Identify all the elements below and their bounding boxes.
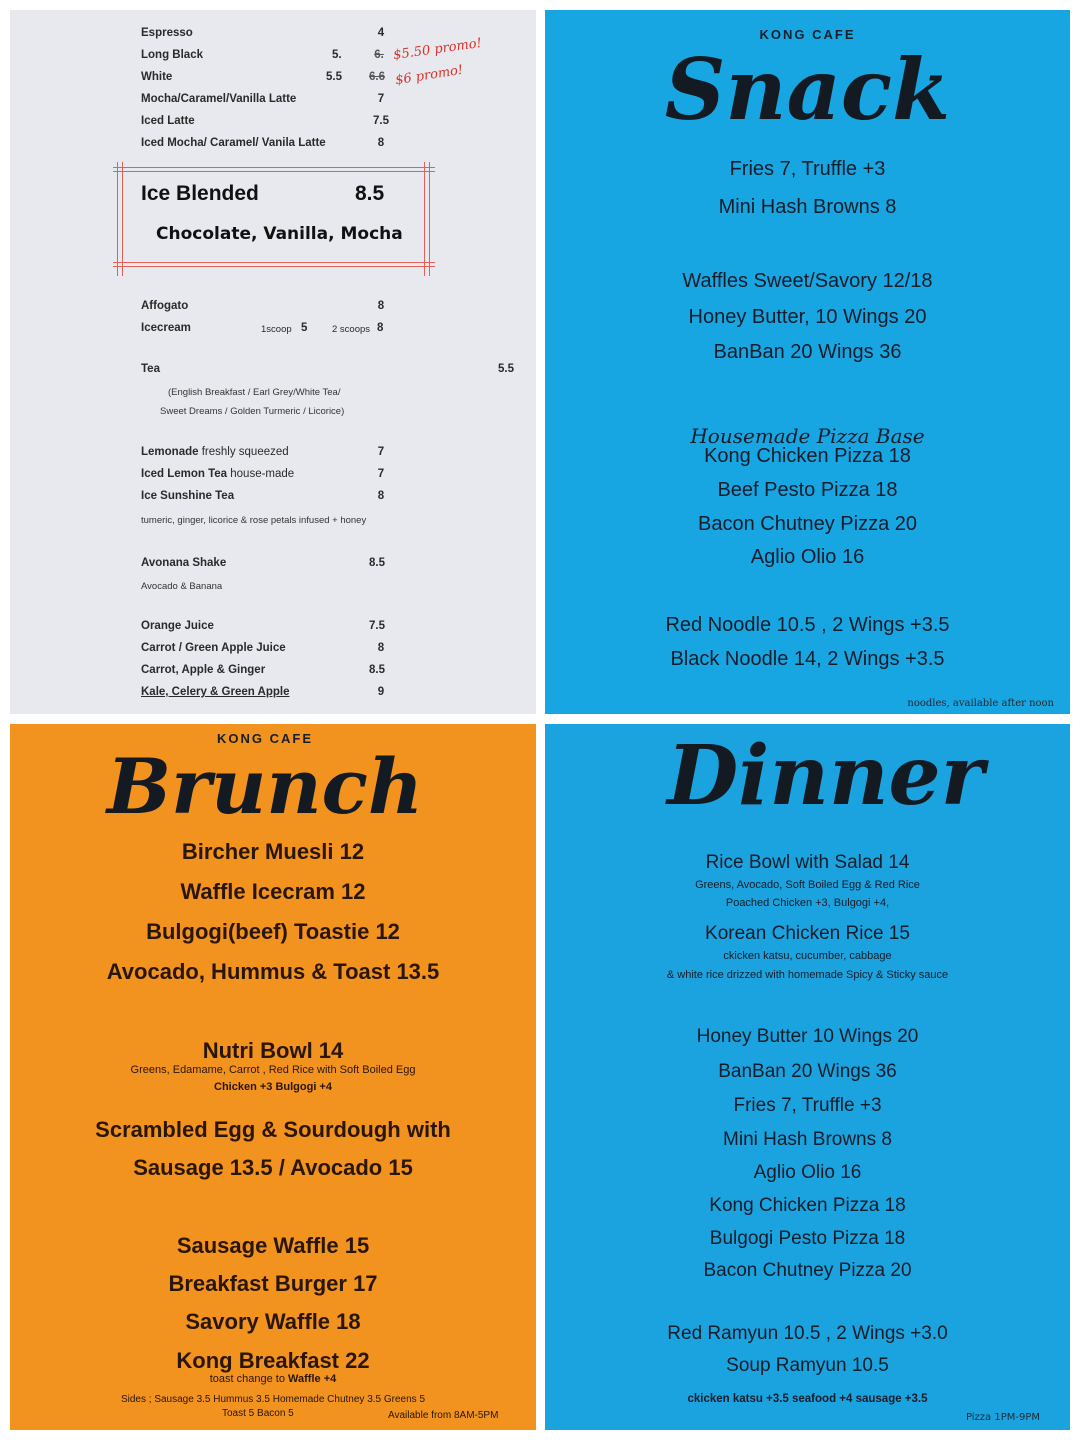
brunch-bircher-muesli: Bircher Muesli 12 — [181, 839, 365, 864]
menu-item-latte: Mocha/Caramel/Vanilla Latte 7 — [141, 93, 385, 105]
brunch-sides-line1: Sides ; Sausage 3.5 Hummus 3.5 Homemade Chutney 3.5 Greens 5 — [120, 1394, 426, 1405]
rice-bowl-desc1: Greens, Avocado, Soft Boiled Egg & Red Rice — [695, 879, 920, 891]
promo-note-white: $6 promo! — [394, 62, 465, 89]
frame-line — [122, 162, 123, 276]
menu-item-espresso: Espresso 4 — [141, 27, 385, 39]
korean-chicken-desc2: & white rice drizzed with homemade Spicy & Sticky sauce — [666, 969, 949, 981]
brunch-scrambled-egg-line2: Sausage 13.5 / Avocado 15 — [133, 1155, 413, 1180]
tea-options-line1: (English Breakfast / Earl Grey/White Tea/ — [168, 387, 341, 398]
brunch-savory-waffle: Savory Waffle 18 — [185, 1309, 361, 1334]
snack-aglio-olio: Aglio Olio 16 — [750, 546, 865, 568]
korean-chicken-desc1: ckicken katsu, cucumber, cabbage — [723, 950, 892, 962]
snack-black-noodle: Black Noodle 14, 2 Wings +3.5 — [670, 648, 945, 670]
dinner-bacon-chutney-pizza: Bacon Chutney Pizza 20 — [703, 1260, 912, 1281]
menu-item-avonana-shake: Avonana Shake 8.5 — [141, 557, 385, 569]
snack-pizza-kong-chicken: Kong Chicken Pizza 18 — [704, 445, 911, 467]
avonana-desc: Avocado & Banana — [141, 581, 223, 592]
menu-item-long-black: Long Black 5. 6. — [141, 49, 384, 61]
brunch-hours: Available from 8AM-5PM — [388, 1410, 499, 1421]
menu-item-tea: Tea 5.5 — [141, 363, 514, 375]
menu-item-carrot-apple-ginger: Carrot, Apple & Ginger 8.5 — [141, 664, 385, 676]
ice-sunshine-desc: tumeric, ginger, licorice & rose petals infused + honey — [141, 515, 367, 526]
snack-red-noodle: Red Noodle 10.5 , 2 Wings +3.5 — [665, 614, 950, 636]
dinner-bulgogi-pesto-pizza: Bulgogi Pesto Pizza 18 — [709, 1228, 906, 1249]
tea-options-line2: Sweet Dreams / Golden Turmeric / Licorice) — [160, 406, 345, 417]
ice-blended-flavors: Chocolate, Vanilla, Mocha — [156, 224, 403, 244]
menu-item-lemonade: Lemonade freshly squeezed 7 — [141, 446, 385, 458]
dinner-soup-ramyun: Soup Ramyun 10.5 — [726, 1355, 889, 1376]
frame-line — [429, 162, 430, 276]
cafe-name: KONG CAFE — [217, 731, 313, 746]
frame-line — [113, 266, 435, 267]
snack-menu-panel — [545, 10, 1070, 714]
dinner-banban-wings: BanBan 20 Wings 36 — [718, 1061, 897, 1082]
snack-line-banban: BanBan 20 Wings 36 — [713, 341, 902, 363]
menu-item-ice-sunshine-tea: Ice Sunshine Tea 8 — [141, 490, 385, 502]
brunch-bulgogi-toastie: Bulgogi(beef) Toastie 12 — [146, 919, 400, 944]
menu-item-icecream: Icecream 1scoop 5 2 scoops 8 — [141, 322, 384, 335]
ice-blended-price: 8.5 — [355, 182, 385, 205]
snack-line-honey-butter: Honey Butter, 10 Wings 20 — [688, 306, 927, 328]
dinner-korean-chicken-rice: Korean Chicken Rice 15 — [705, 923, 910, 944]
menu-item-iced-lemon-tea: Iced Lemon Tea house-made 7 — [141, 468, 385, 480]
brunch-sides-line2: Toast 5 Bacon 5 — [222, 1408, 294, 1419]
brunch-breakfast-burger: Breakfast Burger 17 — [168, 1271, 378, 1296]
snack-line-waffles: Waffles Sweet/Savory 12/18 — [682, 270, 933, 292]
brunch-sausage-waffle: Sausage Waffle 15 — [176, 1233, 370, 1258]
cafe-name: KONG CAFE — [759, 27, 856, 42]
nutri-bowl-desc: Greens, Edamame, Carrot , Red Rice with Soft Boiled Egg — [130, 1064, 416, 1076]
snack-pizza-beef-pesto: Beef Pesto Pizza 18 — [717, 479, 898, 501]
pizza-hours-note: Pizza 1PM-9PM — [965, 1412, 1040, 1423]
frame-line — [113, 171, 435, 172]
dinner-addons: ckicken katsu +3.5 seafood +4 sausage +3.5 — [687, 1393, 928, 1405]
menu-item-white: White 5.5 6.6 — [141, 71, 385, 83]
frame-line — [113, 262, 435, 263]
menu-item-iced-latte: Iced Latte 7.5 — [141, 115, 389, 127]
frame-line — [424, 162, 425, 276]
brunch-waffle-icecream: Waffle Icecram 12 — [180, 879, 366, 904]
dinner-honey-butter-wings: Honey Butter 10 Wings 20 — [696, 1026, 919, 1047]
snack-pizza-bacon-chutney: Bacon Chutney Pizza 20 — [697, 513, 918, 535]
dinner-menu-panel — [545, 724, 1070, 1430]
menu-item-carrot-apple-juice: Carrot / Green Apple Juice 8 — [141, 642, 385, 654]
brunch-avocado-hummus-toast: Avocado, Hummus & Toast 13.5 — [106, 959, 440, 984]
drinks-menu-panel — [10, 10, 536, 714]
noodles-availability-note: noodles, available after noon — [907, 698, 1054, 709]
promo-note-long-black: $5.50 promo! — [392, 35, 483, 64]
snack-title: Snack — [664, 40, 951, 139]
dinner-fries: Fries 7, Truffle +3 — [733, 1095, 882, 1116]
snack-line-hash-browns: Mini Hash Browns 8 — [718, 196, 897, 218]
dinner-red-ramyun: Red Ramyun 10.5 , 2 Wings +3.0 — [667, 1323, 948, 1344]
frame-line — [117, 162, 118, 276]
menu-item-affogato: Affogato 8 — [141, 300, 385, 312]
dinner-title: Dinner — [667, 728, 984, 824]
brunch-title: Brunch — [106, 742, 424, 831]
nutri-bowl-addons: Chicken +3 Bulgogi +4 — [214, 1081, 332, 1093]
rice-bowl-desc2: Poached Chicken +3, Bulgogi +4, — [725, 897, 890, 909]
menu-item-orange-juice: Orange Juice 7.5 — [141, 620, 385, 632]
dinner-kong-chicken-pizza: Kong Chicken Pizza 18 — [709, 1195, 906, 1216]
pizza-base-heading: Housemade Pizza Base — [690, 424, 925, 448]
brunch-scrambled-egg-line1: Scrambled Egg & Sourdough with — [95, 1117, 451, 1142]
brunch-menu-panel — [10, 724, 536, 1430]
dinner-rice-bowl: Rice Bowl with Salad 14 — [705, 852, 910, 873]
ice-blended-title: Ice Blended — [141, 182, 259, 205]
dinner-hash-browns: Mini Hash Browns 8 — [723, 1129, 892, 1150]
dinner-aglio-olio: Aglio Olio 16 — [753, 1162, 862, 1183]
brunch-kong-breakfast: Kong Breakfast 22 — [176, 1348, 370, 1373]
brunch-nutri-bowl: Nutri Bowl 14 — [202, 1038, 344, 1063]
snack-line-fries: Fries 7, Truffle +3 — [729, 158, 886, 180]
menu-item-iced-mocha: Iced Mocha/ Caramel/ Vanila Latte 8 — [141, 137, 385, 149]
frame-line — [113, 167, 435, 168]
toast-change-note: toast change to Waffle +4 — [209, 1373, 337, 1385]
menu-item-kale-celery: Kale, Celery & Green Apple 9 — [141, 686, 385, 698]
ice-blended-frame — [113, 162, 435, 276]
